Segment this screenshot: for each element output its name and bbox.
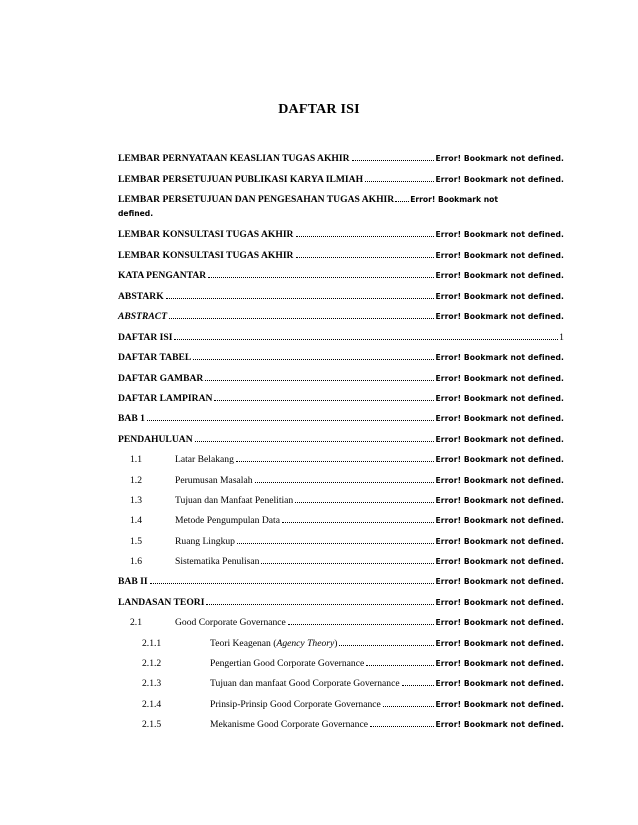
toc-entry-label-pre: Teori Keagenan ( bbox=[210, 638, 277, 649]
dot-leader bbox=[352, 160, 435, 161]
toc-entry-label: ABSTARK bbox=[118, 291, 164, 302]
toc-entry-page: Error! Bookmark not defined. bbox=[435, 496, 564, 505]
toc-entry-page: Error! Bookmark not defined. bbox=[435, 720, 564, 729]
toc-entry-2-1-5[interactable] bbox=[118, 718, 564, 732]
toc-entry-page: Error! Bookmark not defined. bbox=[435, 312, 564, 321]
toc-entry-1-5[interactable] bbox=[118, 535, 564, 549]
toc-entry-page: Error! Bookmark not defined. bbox=[435, 230, 564, 239]
toc-entry-label: Metode Pengumpulan Data bbox=[175, 515, 280, 526]
dot-leader bbox=[193, 359, 434, 360]
dot-leader bbox=[255, 482, 435, 483]
toc-entry-2-1-4[interactable] bbox=[118, 698, 564, 712]
toc-entry-page: 1 bbox=[559, 332, 564, 343]
toc-entry-1-3[interactable] bbox=[118, 494, 564, 508]
dot-leader bbox=[383, 706, 435, 707]
toc-entry-number: 1.3 bbox=[130, 495, 142, 506]
toc-entry-label: LEMBAR PERSETUJUAN PUBLIKASI KARYA ILMIAH bbox=[118, 174, 364, 185]
toc-entry-label: DAFTAR ISI bbox=[118, 332, 173, 343]
dot-leader bbox=[147, 420, 435, 421]
toc-entry-1-4[interactable] bbox=[118, 514, 564, 528]
dot-leader bbox=[214, 400, 434, 401]
toc-entry-label bbox=[210, 637, 338, 651]
toc-entry-page-continued: defined. bbox=[118, 209, 154, 218]
dot-leader bbox=[282, 522, 434, 523]
toc-entry-label: DAFTAR TABEL bbox=[118, 352, 192, 363]
toc-entry-number: 1.6 bbox=[130, 556, 142, 567]
toc-entry-persetujuan-pengesahan[interactable] bbox=[118, 193, 564, 221]
toc-entry-page: Error! Bookmark not defined. bbox=[435, 154, 564, 163]
toc-entry-daftar-lampiran[interactable] bbox=[118, 392, 564, 406]
dot-leader bbox=[370, 726, 434, 727]
dot-leader bbox=[261, 563, 434, 564]
toc-entry-page: Error! Bookmark not defined. bbox=[435, 679, 564, 688]
toc-entry-number: 1.1 bbox=[130, 454, 142, 465]
toc-entry-label: Latar Belakang bbox=[175, 454, 234, 465]
toc-entry-page: Error! Bookmark not defined. bbox=[435, 537, 564, 546]
toc-entry-number: 2.1.5 bbox=[142, 719, 162, 730]
toc-entry-label: Prinsip-Prinsip Good Corporate Governance bbox=[210, 699, 381, 710]
toc-entry-page: Error! Bookmark not bbox=[410, 195, 498, 204]
toc-entry-page: Error! Bookmark not defined. bbox=[435, 435, 564, 444]
toc-entry-abstark[interactable] bbox=[118, 290, 564, 304]
dot-leader bbox=[339, 645, 434, 646]
toc-entry-1-2[interactable] bbox=[118, 474, 564, 488]
dot-leader bbox=[295, 502, 434, 503]
toc-entry-page: Error! Bookmark not defined. bbox=[435, 659, 564, 668]
toc-entry-page: Error! Bookmark not defined. bbox=[435, 598, 564, 607]
toc-entry-label: Tujuan dan manfaat Good Corporate Governance bbox=[210, 678, 400, 689]
toc-entry-abstract[interactable] bbox=[118, 310, 564, 324]
toc-entry-page: Error! Bookmark not defined. bbox=[435, 251, 564, 260]
dot-leader bbox=[366, 665, 434, 666]
dot-leader bbox=[237, 543, 434, 544]
toc-entry-label-italic: Agency Theory bbox=[276, 638, 335, 649]
toc-entry-page: Error! Bookmark not defined. bbox=[435, 476, 564, 485]
toc-entry-2-1-3[interactable] bbox=[118, 677, 564, 691]
toc-entry-persetujuan-publikasi[interactable] bbox=[118, 173, 564, 187]
dot-leader bbox=[206, 604, 434, 605]
dot-leader bbox=[150, 583, 435, 584]
dot-leader bbox=[169, 318, 434, 319]
toc-entry-label: Tujuan dan Manfaat Penelitian bbox=[175, 495, 294, 506]
toc-entry-page: Error! Bookmark not defined. bbox=[435, 455, 564, 464]
toc-entry-bab-2[interactable] bbox=[118, 575, 564, 589]
toc-entry-label: DAFTAR GAMBAR bbox=[118, 373, 204, 384]
toc-entry-label: Ruang Lingkup bbox=[175, 536, 235, 547]
toc-entry-label: Good Corporate Governance bbox=[175, 617, 286, 628]
toc-entry-page: Error! Bookmark not defined. bbox=[435, 700, 564, 709]
toc-entry-number: 1.5 bbox=[130, 536, 142, 547]
toc-entry-number: 2.1 bbox=[130, 617, 142, 628]
toc-entry-page: Error! Bookmark not defined. bbox=[435, 557, 564, 566]
dot-leader bbox=[205, 380, 434, 381]
toc-entry-page: Error! Bookmark not defined. bbox=[435, 271, 564, 280]
toc-entry-page: Error! Bookmark not defined. bbox=[435, 516, 564, 525]
toc-entry-label: LEMBAR PERSETUJUAN DAN PENGESAHAN TUGAS AKHIR bbox=[118, 194, 395, 205]
toc-entry-konsultasi-1[interactable] bbox=[118, 228, 564, 242]
toc-entry-label: Mekanisme Good Corporate Governance bbox=[210, 719, 368, 730]
toc-entry-2-1-2[interactable] bbox=[118, 657, 564, 671]
dot-leader bbox=[208, 277, 434, 278]
toc-entry-label: LEMBAR KONSULTASI TUGAS AKHIR bbox=[118, 250, 294, 261]
toc-entry-number: 2.1.4 bbox=[142, 699, 162, 710]
toc-entry-page: Error! Bookmark not defined. bbox=[435, 414, 564, 423]
toc-entry-label: Sistematika Penulisan bbox=[175, 556, 260, 567]
toc-entry-page: Error! Bookmark not defined. bbox=[435, 353, 564, 362]
toc-entry-page: Error! Bookmark not defined. bbox=[435, 175, 564, 184]
toc-entry-pendahuluan[interactable] bbox=[118, 433, 564, 447]
toc-entry-label: PENDAHULUAN bbox=[118, 434, 193, 445]
toc-entry-number: 2.1.3 bbox=[142, 678, 162, 689]
toc-entry-number: 2.1.1 bbox=[142, 638, 162, 649]
dot-leader bbox=[395, 201, 409, 202]
toc-entry-label: LANDASAN TEORI bbox=[118, 597, 205, 608]
toc-entry-page: Error! Bookmark not defined. bbox=[435, 577, 564, 586]
toc-entry-label: BAB II bbox=[118, 576, 148, 587]
toc-entry-1-6[interactable] bbox=[118, 555, 564, 569]
toc-entry-bab-1[interactable] bbox=[118, 412, 564, 426]
toc-entry-label: LEMBAR PERNYATAAN KEASLIAN TUGAS AKHIR bbox=[118, 153, 350, 164]
dot-leader bbox=[402, 685, 435, 686]
toc-entry-landasan-teori[interactable] bbox=[118, 596, 564, 610]
toc-entry-1-1[interactable] bbox=[118, 453, 564, 467]
toc-entry-label: KATA PENGANTAR bbox=[118, 270, 207, 281]
dot-leader bbox=[174, 339, 558, 340]
toc-entry-label-post: ) bbox=[334, 638, 338, 649]
dot-leader bbox=[296, 236, 435, 237]
toc-entry-pernyataan-keaslian[interactable] bbox=[118, 152, 564, 166]
dot-leader bbox=[195, 441, 435, 442]
toc-entry-page: Error! Bookmark not defined. bbox=[435, 618, 564, 627]
toc-entry-label: Pengertian Good Corporate Governance bbox=[210, 658, 365, 669]
toc-entry-number: 1.2 bbox=[130, 475, 142, 486]
toc-entry-page: Error! Bookmark not defined. bbox=[435, 374, 564, 383]
dot-leader bbox=[365, 181, 434, 182]
dot-leader bbox=[236, 461, 435, 462]
toc-entry-daftar-gambar[interactable] bbox=[118, 372, 564, 386]
toc-entry-2-1[interactable] bbox=[118, 616, 564, 630]
toc-entry-number: 2.1.2 bbox=[142, 658, 162, 669]
dot-leader bbox=[288, 624, 435, 625]
toc-entry-daftar-isi[interactable] bbox=[118, 331, 564, 345]
toc-entry-label: BAB 1 bbox=[118, 413, 145, 424]
toc-entry-konsultasi-2[interactable] bbox=[118, 249, 564, 263]
toc-entry-number: 1.4 bbox=[130, 515, 142, 526]
toc-entry-label: Perumusan Masalah bbox=[175, 475, 253, 486]
toc-entry-2-1-1[interactable] bbox=[118, 637, 564, 651]
dot-leader bbox=[296, 257, 435, 258]
toc-entry-page: Error! Bookmark not defined. bbox=[435, 639, 564, 648]
toc-entry-label: LEMBAR KONSULTASI TUGAS AKHIR bbox=[118, 229, 294, 240]
toc-entry-kata-pengantar[interactable] bbox=[118, 269, 564, 283]
dot-leader bbox=[166, 298, 435, 299]
toc-entry-page: Error! Bookmark not defined. bbox=[435, 292, 564, 301]
toc-entry-page: Error! Bookmark not defined. bbox=[435, 394, 564, 403]
page-title: DAFTAR ISI bbox=[278, 102, 360, 117]
toc-entry-daftar-tabel[interactable] bbox=[118, 351, 564, 365]
toc-entry-label: ABSTRACT bbox=[118, 311, 168, 322]
toc-entry-label: DAFTAR LAMPIRAN bbox=[118, 393, 213, 404]
